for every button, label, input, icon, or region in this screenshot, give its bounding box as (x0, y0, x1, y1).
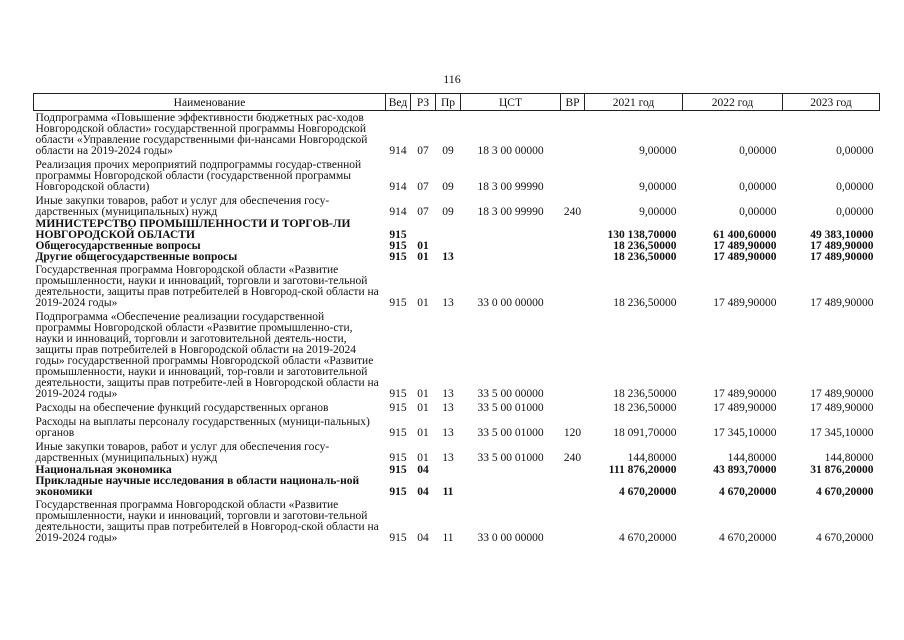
row-value-2021: 130 138,70000 (607, 229, 677, 241)
row-rz: 07 (417, 206, 429, 218)
row-value-2021: 9,00000 (639, 181, 677, 193)
row-value-2022: 4 670,20000 (719, 486, 777, 498)
row-value-2022: 17 489,90000 (713, 251, 777, 263)
col-header-name: Наименование (34, 94, 386, 111)
row-rz: 04 (417, 486, 429, 498)
row-ved: 914 (389, 206, 407, 218)
row-cst: 33 5 00 01000 (477, 452, 544, 464)
row-ved: 915 (389, 297, 407, 309)
row-rz: 01 (417, 297, 429, 309)
row-value-2022: 0,00000 (739, 181, 777, 193)
row-ved: 915 (389, 452, 407, 464)
row-cst: 33 5 00 01000 (477, 402, 544, 414)
row-pr: 11 (442, 486, 454, 498)
row-value-2023: 17 489,90000 (810, 388, 874, 400)
table-row (34, 263, 880, 310)
row-pr: 11 (442, 532, 454, 544)
row-value-2021: 4 670,20000 (619, 532, 677, 544)
row-name: Прикладные научные исследования в области националь-ной экономики (35, 475, 360, 498)
row-ved: 915 (389, 532, 407, 544)
row-ved: 914 (389, 145, 407, 157)
row-ved: 915 (389, 229, 407, 241)
row-value-2023: 4 670,20000 (816, 532, 874, 544)
row-value-2022: 17 489,90000 (713, 240, 777, 252)
row-ved: 915 (389, 240, 407, 252)
col-header-rz: РЗ (411, 94, 436, 111)
row-value-2023: 17 489,90000 (810, 297, 874, 309)
row-name: Общегосударственные вопросы (35, 240, 201, 252)
row-name: Расходы на обеспечение функций государственных органов (35, 402, 329, 414)
row-rz (411, 219, 436, 241)
row-name: Подпрограмма «Обеспечение реализации государственной программы Новгородской области «Развитие промышленно-сти, науки и инноваций, торговли и заготовительной деятель-ности, защиты прав потребителей в Новгородской области на 2019-2024 годы» государственной программы Новгородской области «Развитие промышленности, науки и инноваций, тор-говли и заготовительной деятельности, защиты прав потребите-лей в Новгородской области на 2019-2024 годы» (35, 311, 379, 400)
row-value-2022: 17 345,10000 (713, 427, 777, 439)
row-value-2021: 18 236,50000 (613, 240, 677, 252)
row-pr: 09 (442, 206, 454, 218)
row-value-2022: 4 670,20000 (719, 532, 777, 544)
col-header-vr: ВР (561, 94, 585, 111)
row-value-2021: 18 236,50000 (613, 388, 677, 400)
table-row (34, 498, 880, 545)
row-name: Государственная программа Новгородской области «Развитие промышленности, науки и инноваций, торговли и заготови-тельной деятельности, защиты прав потребителей в Новгород-ской области на 2019-2024 годы» (35, 264, 379, 309)
row-rz: 07 (417, 181, 429, 193)
page-number: 116 (443, 72, 461, 86)
row-rz: 01 (417, 427, 429, 439)
row-value-2023: 17 345,10000 (810, 427, 874, 439)
row-cst (461, 476, 561, 498)
row-rz: 04 (417, 532, 429, 544)
row-cst (461, 252, 561, 263)
row-vr (561, 158, 585, 194)
row-pr: 13 (442, 251, 454, 263)
row-pr: 13 (442, 427, 454, 439)
row-name: Иные закупки товаров, работ и услуг для обеспечения госу-дарственных (муниципальных) нужд (35, 441, 330, 464)
table-row (34, 440, 880, 465)
row-rz: 01 (417, 240, 429, 252)
row-value-2023: 31 876,20000 (810, 464, 874, 476)
row-ved: 914 (389, 181, 407, 193)
row-vr: 240 (563, 206, 582, 218)
row-value-2021: 18 236,50000 (613, 297, 677, 309)
row-name: Подпрограмма «Повышение эффективности бюджетных рас-ходов Новгородской области» государственной программы Новгородской области «Управление государственными фи-нансами Новгородской области на 2019-2024 годы» (35, 112, 368, 157)
row-value-2021: 111 876,20000 (608, 464, 677, 476)
row-value-2021: 18 236,50000 (613, 251, 677, 263)
row-ved: 915 (389, 388, 407, 400)
table-row (34, 310, 880, 401)
row-value-2023: 4 670,20000 (816, 486, 874, 498)
table-row (34, 219, 880, 241)
row-vr (561, 111, 585, 159)
row-cst (461, 219, 561, 241)
row-name: Другие общегосударственные вопросы (35, 251, 238, 263)
row-value-2023: 0,00000 (836, 181, 874, 193)
row-cst (461, 241, 561, 252)
row-value-2021: 9,00000 (639, 206, 677, 218)
row-value-2021: 144,80000 (627, 452, 677, 464)
row-ved: 915 (389, 402, 407, 414)
row-ved: 915 (389, 464, 407, 476)
row-vr (561, 252, 585, 263)
row-value-2021: 18 091,70000 (613, 427, 677, 439)
row-rz: 01 (417, 251, 429, 263)
row-value-2022: 17 489,90000 (713, 297, 777, 309)
row-vr (561, 465, 585, 476)
row-cst: 33 5 00 01000 (477, 427, 544, 439)
row-value-2023: 0,00000 (836, 206, 874, 218)
table-row (34, 158, 880, 194)
row-value-2023: 17 489,90000 (810, 251, 874, 263)
row-value-2022: 17 489,90000 (713, 388, 777, 400)
row-value-2022: 0,00000 (739, 206, 777, 218)
row-ved: 915 (389, 251, 407, 263)
row-value-2023: 0,00000 (836, 145, 874, 157)
row-rz: 01 (417, 402, 429, 414)
row-pr: 13 (442, 297, 454, 309)
col-header-2023: 2023 год (783, 94, 880, 111)
row-value-2021: 4 670,20000 (619, 486, 677, 498)
row-vr (561, 401, 585, 415)
row-value-2023: 144,80000 (824, 452, 874, 464)
row-ved: 915 (389, 427, 407, 439)
table-row (34, 194, 880, 219)
row-vr (561, 498, 585, 545)
row-value-2021: 9,00000 (639, 145, 677, 157)
col-header-cst: ЦСТ (461, 94, 561, 111)
row-rz: 01 (417, 388, 429, 400)
table-row (34, 476, 880, 498)
row-name: МИНИСТЕРСТВО ПРОМЫШЛЕННОСТИ И ТОРГОВ-ЛИ НОВГОРОДСКОЙ ОБЛАСТИ (35, 218, 351, 241)
row-value-2023: 17 489,90000 (810, 402, 874, 414)
row-cst: 33 5 00 00000 (477, 388, 544, 400)
row-name: Реализация прочих мероприятий подпрограммы государ-ственной программы Новгородской области (государственной программы Новгородской области) (35, 159, 362, 193)
budget-table (33, 93, 880, 545)
table-row (34, 111, 880, 159)
row-cst: 33 0 00 00000 (477, 532, 544, 544)
row-name: Национальная экономика (35, 464, 172, 476)
table-row (34, 401, 880, 415)
row-rz: 04 (417, 464, 429, 476)
table-row (34, 252, 880, 263)
row-name: Расходы на выплаты персоналу государственных (муници-пальных) органов (35, 416, 370, 439)
row-vr (561, 241, 585, 252)
row-pr: 13 (442, 402, 454, 414)
row-value-2021: 18 236,50000 (613, 402, 677, 414)
row-value-2022: 17 489,90000 (713, 402, 777, 414)
row-value-2022: 144,80000 (727, 452, 777, 464)
row-value-2022: 43 893,70000 (713, 464, 777, 476)
row-ved: 915 (389, 486, 407, 498)
col-header-2022: 2022 год (683, 94, 783, 111)
row-cst: 18 3 00 99990 (477, 181, 544, 193)
row-pr: 09 (442, 181, 454, 193)
table-header-row (34, 94, 880, 111)
col-header-ved: Вед (386, 94, 411, 111)
row-pr: 13 (442, 452, 454, 464)
row-pr: 13 (442, 388, 454, 400)
row-rz: 01 (417, 452, 429, 464)
row-vr (561, 219, 585, 241)
table-row (34, 415, 880, 440)
row-value-2022: 61 400,60000 (713, 229, 777, 241)
row-pr (436, 219, 461, 241)
row-pr (436, 465, 461, 476)
row-name: Иные закупки товаров, работ и услуг для обеспечения госу-дарственных (муниципальных) нужд (35, 195, 330, 218)
row-cst: 33 0 00 00000 (477, 297, 544, 309)
row-vr (561, 310, 585, 401)
row-value-2023: 17 489,90000 (810, 240, 874, 252)
row-rz: 07 (417, 145, 429, 157)
row-vr (561, 263, 585, 310)
col-header-pr: Пр (436, 94, 461, 111)
row-name: Государственная программа Новгородской области «Развитие промышленности, науки и инноваций, торговли и заготови-тельной деятельности, защиты прав потребителей в Новгород-ской области на 2019-2024 годы» (35, 499, 379, 544)
row-vr: 240 (563, 452, 582, 464)
row-cst (461, 465, 561, 476)
row-value-2022: 0,00000 (739, 145, 777, 157)
col-header-2021: 2021 год (585, 94, 683, 111)
row-vr (561, 476, 585, 498)
row-cst: 18 3 00 00000 (477, 145, 544, 157)
row-cst: 18 3 00 99990 (477, 206, 544, 218)
row-value-2023: 49 383,10000 (810, 229, 874, 241)
row-pr: 09 (442, 145, 454, 157)
row-vr: 120 (563, 427, 582, 439)
